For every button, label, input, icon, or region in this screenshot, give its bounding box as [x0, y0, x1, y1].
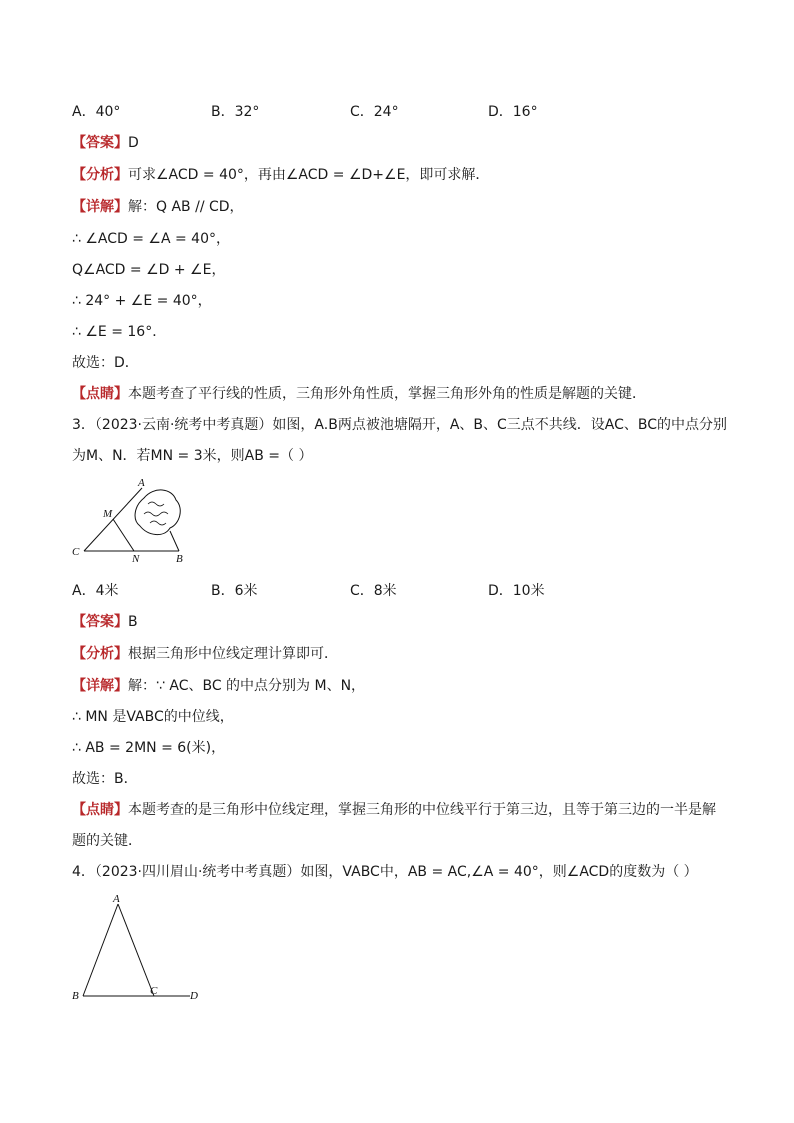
segment-b-shore: [170, 531, 179, 551]
label-c: C: [150, 985, 158, 997]
label-b: B: [176, 553, 183, 565]
answer-text: B: [128, 614, 138, 630]
q2-comment: [72, 384, 646, 404]
segment-ab: [83, 904, 118, 996]
segment-ac: [118, 904, 154, 996]
q3-option-d: D．10米: [488, 583, 545, 599]
q2-option-b: B．32°: [211, 104, 260, 120]
detail-text: 解：Q AB // CD，: [128, 199, 244, 215]
q3-answer: [72, 612, 138, 632]
q3-step-1: ∴ MN 是VABC的中位线，: [72, 709, 234, 725]
q2-step-3: ∴ 24° + ∠E = 40°，: [72, 293, 212, 309]
q3-stem-line-2: 为M、N．若MN = 3米，则AB =（ ）: [72, 448, 313, 464]
label-d: D: [190, 990, 198, 1002]
analysis-text: 根据三角形中位线定理计算即可．: [128, 646, 338, 662]
label-a: A: [113, 893, 120, 905]
q2-step-5: 故选：D．: [72, 355, 139, 371]
q4-stem: 4．（2023·四川眉山·统考中考真题）如图，VABC中，AB = AC,∠A = 40°，则∠ACD的度数为（ ）: [72, 864, 698, 880]
q2-step-4: ∴ ∠E = 16°．: [72, 324, 167, 340]
comment-text: 本题考查的是三角形中位线定理，掌握三角形的中位线平行于第三边，且等于第三边的一半是解: [128, 802, 716, 818]
label-c: C: [72, 546, 80, 558]
analysis-tag: 【分析】: [72, 646, 128, 662]
detail-text: 解：∵ AC、BC 的中点分别为 M、N，: [128, 678, 366, 694]
q2-analysis: [72, 165, 489, 185]
q3-comment: [72, 800, 716, 820]
comment-tag: 【点睛】: [72, 802, 128, 818]
detail-tag: 【详解】: [72, 199, 128, 215]
label-n: N: [132, 553, 140, 565]
q3-step-2: ∴ AB = 2MN = 6(米)，: [72, 740, 226, 756]
comment-text: 本题考查了平行线的性质，三角形外角性质，掌握三角形外角的性质是解题的关键．: [128, 386, 646, 402]
segment-mn: [113, 519, 134, 551]
analysis-tag: 【分析】: [72, 167, 128, 183]
analysis-text: 可求∠ACD = 40°，再由∠ACD = ∠D+∠E，即可求解．: [128, 167, 490, 183]
label-m: M: [103, 508, 113, 520]
q2-step-2: Q∠ACD = ∠D + ∠E，: [72, 262, 226, 278]
q2-step-1: ∴ ∠ACD = ∠A = 40°，: [72, 231, 230, 247]
q2-answer: [72, 133, 139, 153]
q3-analysis: [72, 644, 338, 664]
q2-option-d: D．16°: [488, 104, 538, 120]
pond-shape: [135, 490, 180, 535]
detail-tag: 【详解】: [72, 678, 128, 694]
q3-comment-line-2: 题的关键．: [72, 833, 142, 849]
answer-tag: 【答案】: [72, 135, 128, 151]
q3-stem-line-1: 3．（2023·云南·统考中考真题）如图，A.B两点被池塘隔开，A、B、C三点不共线．设AC、BC的中点分别: [72, 417, 728, 433]
q3-pond-figure: [66, 476, 196, 566]
q3-detail: [72, 676, 365, 696]
answer-tag: 【答案】: [72, 614, 128, 630]
answer-text: D: [128, 135, 139, 151]
q2-option-c: C．24°: [350, 104, 399, 120]
q3-step-3: 故选：B．: [72, 771, 138, 787]
label-a: A: [138, 477, 145, 489]
q3-option-a: A．4米: [72, 583, 119, 599]
q4-triangle-figure: [66, 892, 216, 1007]
q3-option-c: C．8米: [350, 583, 397, 599]
q2-detail: [72, 197, 244, 217]
q3-option-b: B．6米: [211, 583, 258, 599]
q2-option-a: A．40°: [72, 104, 121, 120]
comment-tag: 【点睛】: [72, 386, 128, 402]
label-b: B: [72, 990, 79, 1002]
